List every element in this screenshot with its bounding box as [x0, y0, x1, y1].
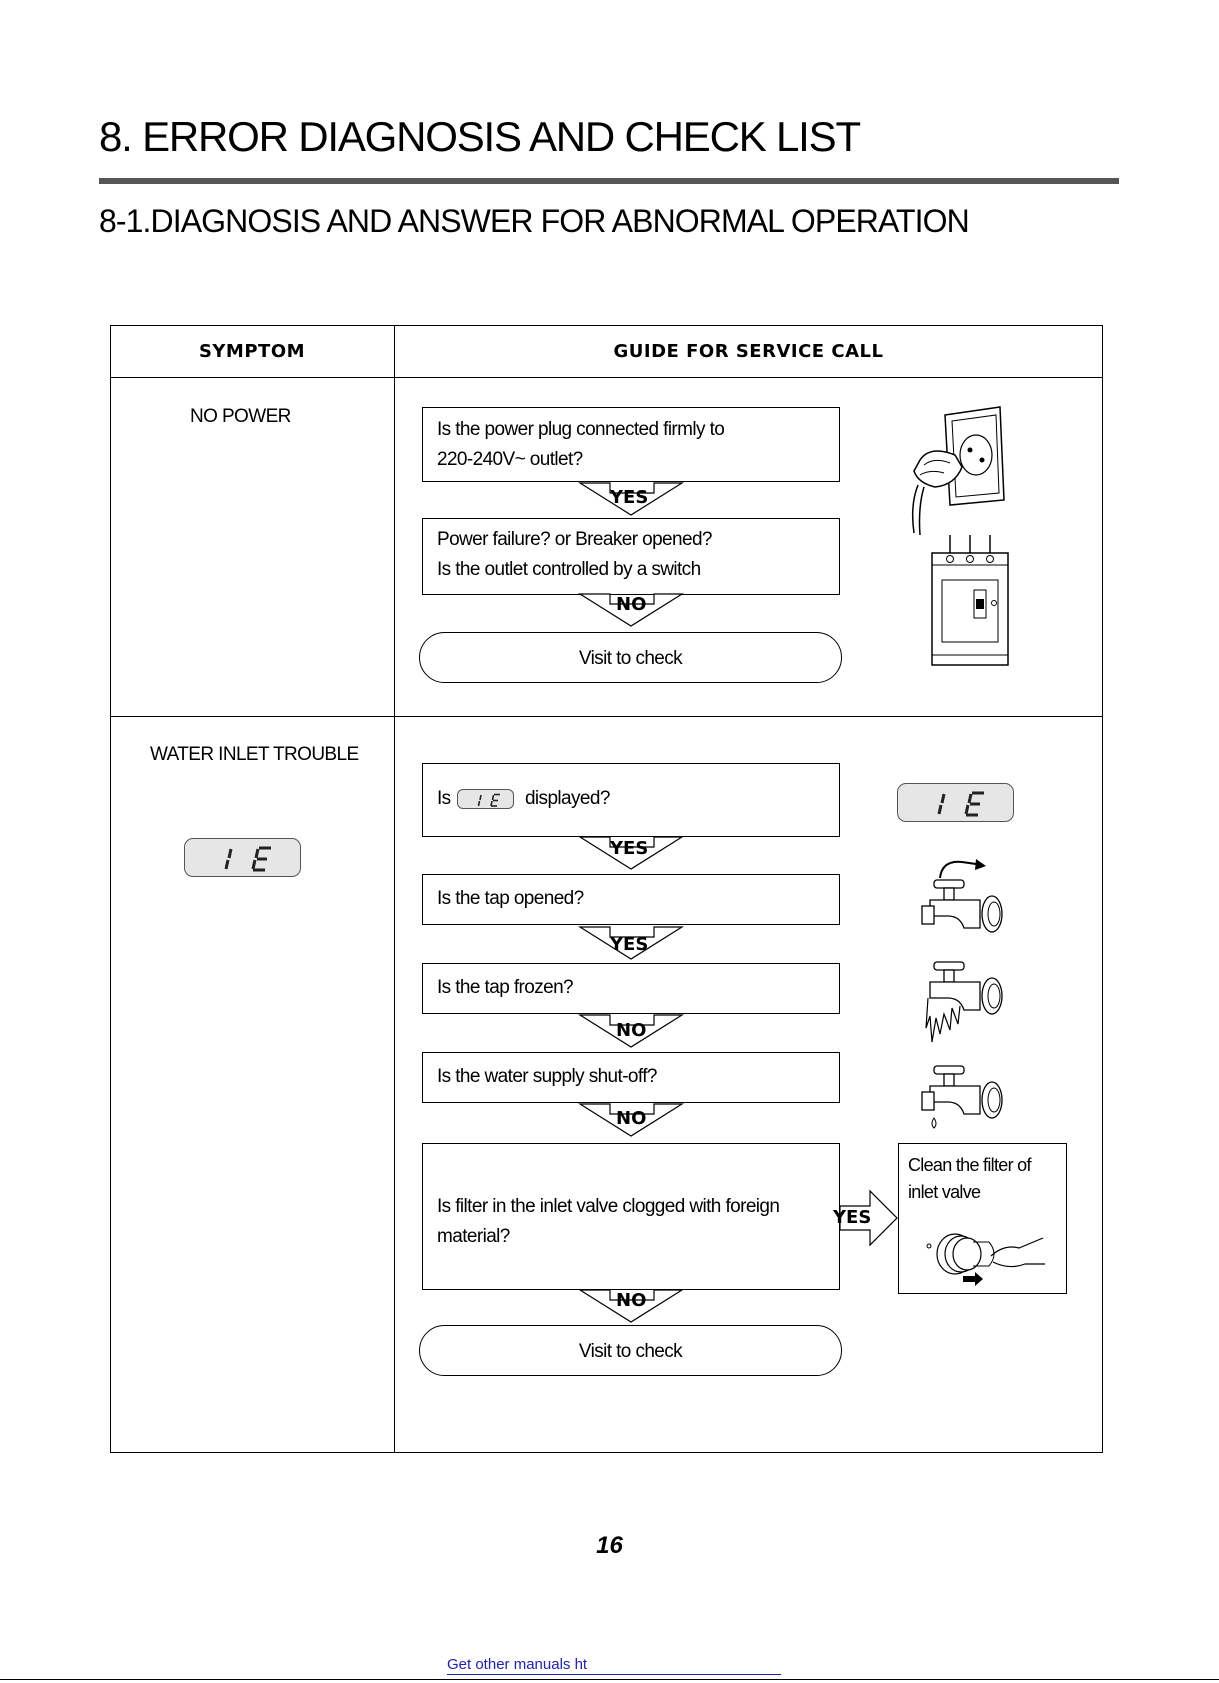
clean-filter-note-line1: Clean the filter of	[908, 1155, 1031, 1175]
question-filter-clogged-line1: Is filter in the inlet valve clogged with foreign	[437, 1196, 780, 1217]
table-column-divider	[394, 325, 395, 1453]
circuit-breaker-illustration	[928, 535, 1018, 670]
power-plug-illustration	[900, 405, 1010, 540]
inline-error-code-display	[457, 789, 514, 809]
footer-rule	[0, 1679, 1219, 1680]
question-water-supply-shutoff: Is the water supply shut-off?	[422, 1052, 840, 1103]
question-power-plug-line2: 220-240V~ outlet?	[437, 449, 583, 470]
footer-link[interactable]: Get other manuals ht	[447, 1656, 781, 1675]
question-tap-frozen: Is the tap frozen?	[422, 963, 840, 1014]
answer-yes-label: YES	[610, 838, 649, 859]
tap-frozen-illustration	[920, 958, 1010, 1048]
guide-column-header: GUIDE FOR SERVICE CALL	[613, 341, 884, 362]
question-power-plug-line1: Is the power plug connected firmly to	[437, 419, 725, 440]
inline-ie-segment-glyph	[458, 790, 515, 810]
answer-no-label: NO	[616, 1020, 647, 1041]
symptom-water-inlet-trouble: WATER INLET TROUBLE	[150, 744, 359, 765]
tap-opened-illustration	[920, 856, 1010, 946]
question-power-plug	[422, 407, 840, 482]
symptom-column-header: SYMPTOM	[198, 341, 306, 362]
question-power-failure-line2: Is the outlet controlled by a switch	[437, 559, 701, 580]
question-filter-clogged-line2: material?	[437, 1226, 510, 1247]
question-error-displayed-prefix: Is	[437, 788, 451, 809]
error-code-display	[184, 838, 301, 877]
result-visit-to-check: Visit to check	[419, 632, 842, 683]
clean-filter-note	[898, 1143, 1067, 1294]
answer-yes-label: YES	[610, 934, 649, 955]
answer-yes-label: YES	[833, 1207, 872, 1228]
title-rule	[99, 178, 1119, 184]
answer-no-label: NO	[616, 1290, 647, 1311]
question-power-failure-line1: Power failure? or Breaker opened?	[437, 529, 712, 550]
question-error-displayed-suffix: displayed?	[524, 788, 610, 809]
clean-filter-note-line2: inlet valve	[908, 1182, 981, 1202]
error-code-display-illustration	[897, 783, 1014, 822]
ie-segment-glyph	[898, 784, 1015, 823]
section-title: 8-1.DIAGNOSIS AND ANSWER FOR ABNORMAL OPERATION	[99, 203, 969, 239]
table-header-divider	[110, 377, 1103, 378]
answer-no-label: NO	[616, 1108, 647, 1129]
ie-segment-glyph	[185, 839, 302, 878]
page-title: 8. ERROR DIAGNOSIS AND CHECK LIST	[99, 113, 860, 160]
answer-yes-label: YES	[610, 487, 649, 508]
page-number: 16	[596, 1532, 623, 1559]
question-power-failure	[422, 518, 840, 595]
filter-cleaning-illustration	[919, 1226, 1049, 1288]
question-tap-opened: Is the tap opened?	[422, 874, 840, 925]
question-error-displayed	[422, 763, 840, 837]
table-row-divider	[110, 716, 1103, 717]
result-visit-to-check: Visit to check	[419, 1325, 842, 1376]
answer-no-label: NO	[616, 594, 647, 615]
symptom-no-power: NO POWER	[190, 406, 291, 427]
tap-shutoff-illustration	[920, 1062, 1010, 1132]
question-filter-clogged	[422, 1143, 840, 1290]
